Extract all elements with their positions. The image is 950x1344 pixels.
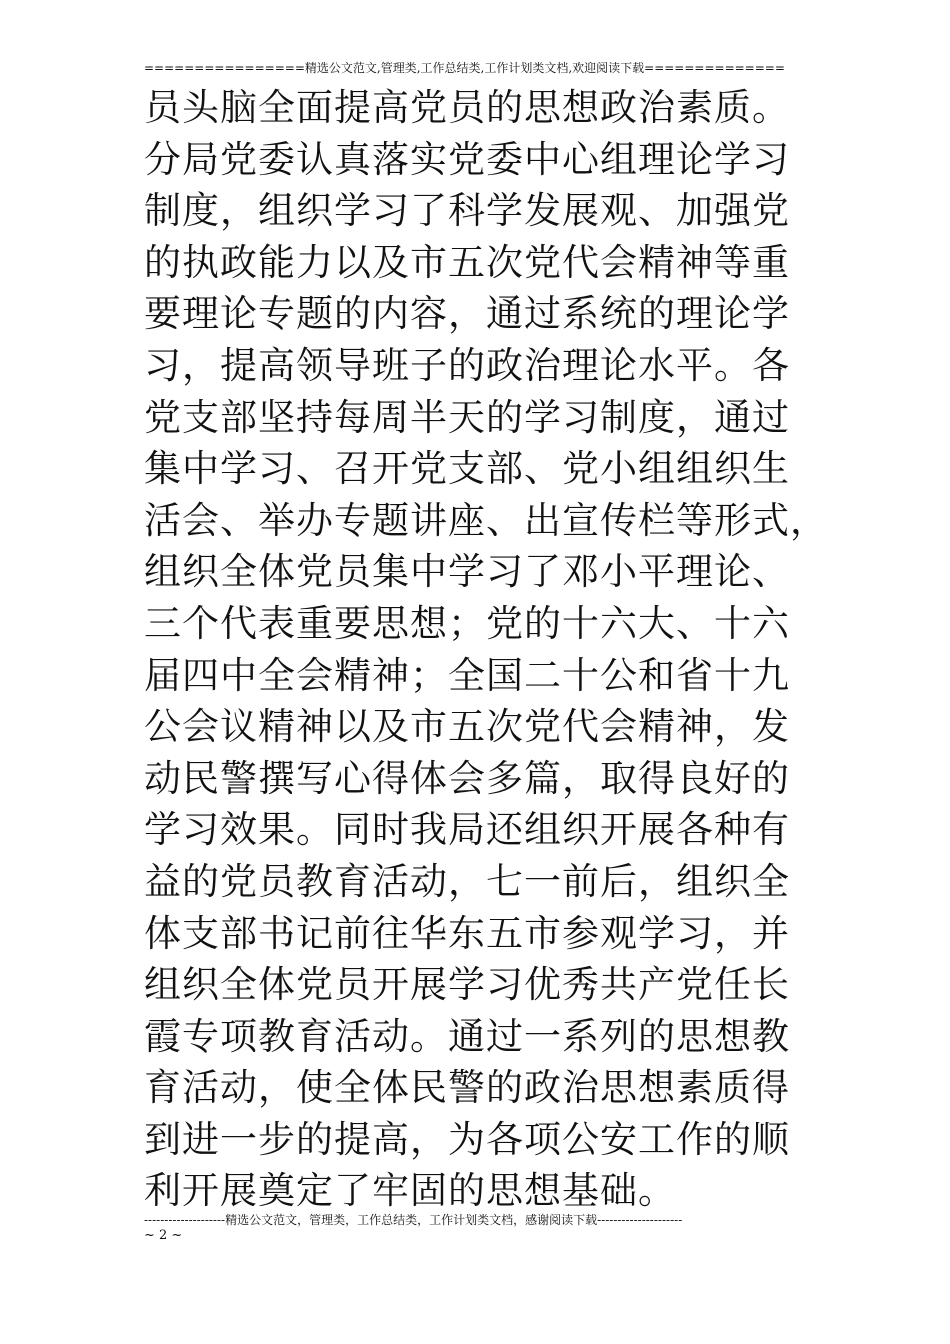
- body-line: 公会议精神以及市五次党代会精神，发: [144, 705, 790, 749]
- body-line: 育活动，使全体民警的政治思想素质得: [144, 1066, 790, 1110]
- body-line: 到进一步的提高，为各项公安工作的顺: [144, 1117, 790, 1161]
- body-line: 党支部坚持每周半天的学习制度，通过: [144, 395, 790, 439]
- page-footer: --------------------精选公文范文，管理类，工作总结类，工作计划类文档，感谢阅读下载---------------------: [144, 1213, 683, 1227]
- body-line: 集中学习、召开党支部、党小组组织生: [144, 447, 790, 491]
- body-line: 习，提高领导班子的政治理论水平。各: [144, 343, 790, 387]
- body-line: 届四中全会精神；全国二十公和省十九: [144, 653, 790, 697]
- body-line: 利开展奠定了牢固的思想基础。: [144, 1169, 676, 1213]
- body-text: [144, 82, 828, 1217]
- body-line: 员头脑全面提高党员的思想政治素质。: [144, 86, 790, 129]
- body-line: 动民警撰写心得体会多篇，取得良好的: [144, 756, 790, 800]
- body-line: 体支部书记前往华东五市参观学习，并: [144, 911, 790, 955]
- body-line: 学习效果。同时我局还组织开展各种有: [144, 808, 790, 852]
- body-line: 益的党员教育活动，七一前后，组织全: [144, 859, 790, 903]
- body-line: 制度，组织学习了科学发展观、加强党: [144, 189, 790, 233]
- body-line: 组织全体党员集中学习了邓小平理论、: [144, 550, 790, 594]
- body-line: 要理论专题的内容，通过系统的理论学: [144, 292, 790, 336]
- body-line: 组织全体党员开展学习优秀共产党任长: [144, 963, 790, 1007]
- body-line: 分局党委认真落实党委中心组理论学习: [144, 137, 790, 181]
- body-line: 三个代表重要思想；党的十六大、十六: [144, 601, 790, 645]
- body-line: 活会、举办专题讲座、出宣传栏等形式，: [144, 498, 828, 542]
- page-number: ~ 2 ~: [144, 1228, 183, 1243]
- body-line: 霞专项教育活动。通过一系列的思想教: [144, 1014, 790, 1058]
- page-header: ================精选公文范文,管理类,工作总结类,工作计划类文档,欢迎阅读下载==============: [144, 61, 785, 75]
- body-line: 的执政能力以及市五次党代会精神等重: [144, 240, 790, 284]
